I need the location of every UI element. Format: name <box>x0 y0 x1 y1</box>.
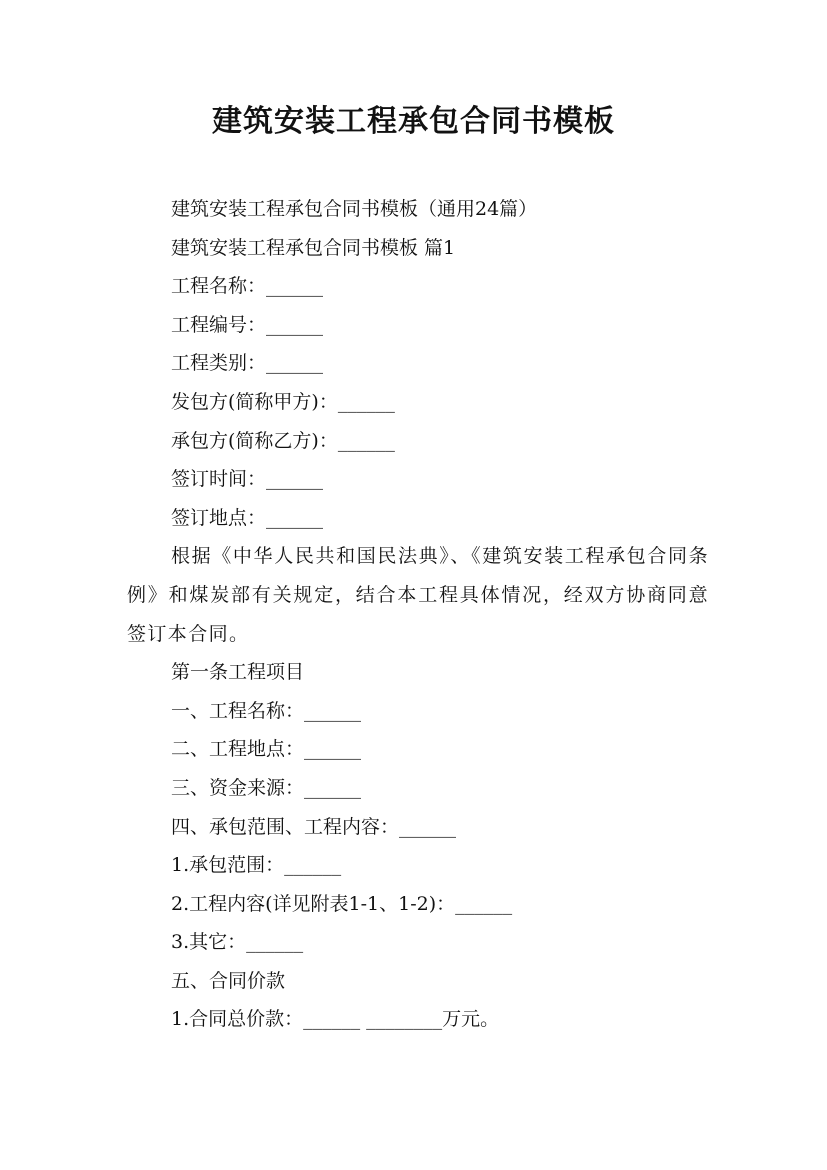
item-scope: 1.承包范围：______ <box>171 854 342 877</box>
item-funding-source: 三、资金来源：______ <box>171 776 362 799</box>
party-a-field: 发包方(简称甲方)：______ <box>171 390 395 413</box>
intro-paragraph: 根据《中华人民共和国民法典》、《建筑安装工程承包合同条例》和煤炭部有关规定，结合本工程具体情况，经双方协商同意签订本合同。 <box>127 545 709 645</box>
project-category-field: 工程类别：______ <box>171 352 324 375</box>
item-scope-content: 四、承包范围、工程内容：______ <box>171 815 457 838</box>
item-content: 2.工程内容(详见附表1-1、1-2)：______ <box>171 892 513 915</box>
contract-price-heading: 五、合同价款 <box>171 969 286 992</box>
item-project-name: 一、工程名称：______ <box>171 699 362 722</box>
subtitle-line: 建筑安装工程承包合同书模板（通用24篇） <box>171 198 538 220</box>
signing-place-field: 签订地点：______ <box>171 506 324 529</box>
document-title: 建筑安装工程承包合同书模板 <box>212 104 615 139</box>
signing-time-field: 签订时间：______ <box>171 468 324 491</box>
document-body <box>127 190 709 1039</box>
total-price-field: 1.合同总价款：______ ________万元。 <box>171 1008 500 1031</box>
project-number-field: 工程编号：______ <box>171 313 324 336</box>
item-other: 3.其它：______ <box>171 931 304 954</box>
item-project-location: 二、工程地点：______ <box>171 738 362 761</box>
project-name-field: 工程名称：______ <box>171 275 324 298</box>
section-heading: 建筑安装工程承包合同书模板 篇1 <box>171 236 456 259</box>
article-one-heading: 第一条工程项目 <box>171 661 305 684</box>
party-b-field: 承包方(简称乙方)：______ <box>171 429 395 452</box>
